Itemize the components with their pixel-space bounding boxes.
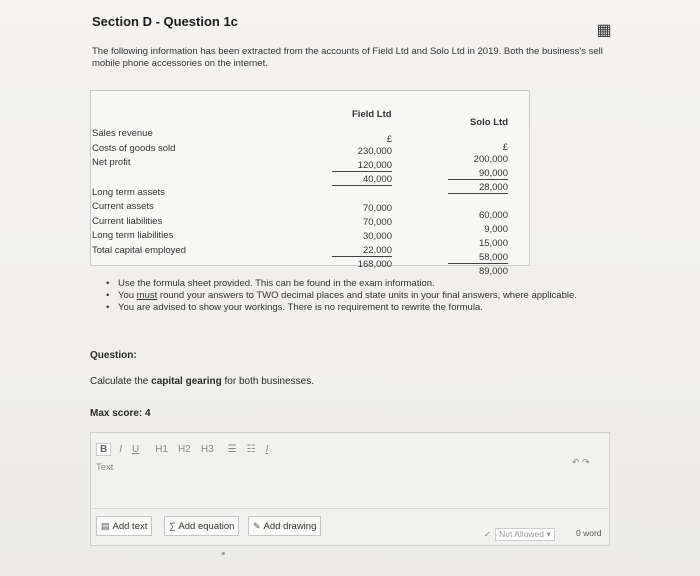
solo-currency: £ xyxy=(502,142,508,153)
answer-placeholder: Text xyxy=(96,462,114,473)
solo-value: 200,000 xyxy=(473,154,508,165)
calculator-icon[interactable]: ▦ xyxy=(596,22,612,39)
spellcheck-icon: ✓ xyxy=(484,529,492,539)
add-drawing-button[interactable] xyxy=(248,516,321,536)
field-value: 230,000 xyxy=(357,146,392,157)
field-value: 22,000 xyxy=(332,245,392,257)
field-value: 30,000 xyxy=(362,231,392,242)
row-label: Costs of goods sold xyxy=(92,143,176,154)
field-value: 70,000 xyxy=(362,217,392,228)
field-value: 70,000 xyxy=(362,203,392,214)
solo-value: 60,000 xyxy=(478,210,508,221)
text-icon: ▤ xyxy=(101,520,110,531)
editor-toolbar xyxy=(96,440,270,458)
row-label: Sales revenue xyxy=(92,128,153,139)
clear-format-button[interactable]: I xyxy=(265,443,269,455)
undo-redo-icons[interactable]: ↶ ↷ xyxy=(572,457,590,467)
question-text xyxy=(90,376,314,387)
col-field-header: Field Ltd xyxy=(352,109,392,120)
italic-button[interactable]: I xyxy=(119,443,123,455)
question-text-part: for both businesses. xyxy=(221,376,315,387)
underline-button[interactable]: U xyxy=(132,443,140,455)
instructions-list xyxy=(106,278,606,314)
equation-icon: ∑ xyxy=(169,521,176,531)
h2-button[interactable]: H2 xyxy=(178,443,191,455)
instruction-item: • Use the formula sheet provided. This can be found in the exam information. xyxy=(106,278,606,290)
add-drawing-label: Add drawing xyxy=(263,520,317,532)
not-allowed-select[interactable]: Not Allowed ▾ xyxy=(495,528,555,541)
add-equation-label: Add equation xyxy=(178,520,235,532)
intro-text: The following information has been extracted from the accounts of Field Ltd and Solo Ltd in 2019. Both the business's sell mobile phone accessories on the internet. xyxy=(92,46,603,69)
section-title: Section D - Question 1c xyxy=(92,14,238,29)
question-text-part: Calculate the xyxy=(90,376,152,387)
add-equation-button[interactable] xyxy=(164,516,239,536)
ordered-list-icon[interactable]: ☰ xyxy=(227,443,237,455)
spellcheck-status[interactable] xyxy=(484,528,555,541)
field-currency: £ xyxy=(386,134,392,145)
bullet-list-icon[interactable]: ☷ xyxy=(246,443,256,455)
add-text-button[interactable] xyxy=(96,516,152,536)
not-allowed-label: Not Allowed xyxy=(499,529,545,539)
instruction-emphasis: must xyxy=(136,290,158,301)
solo-value: 58,000 xyxy=(448,252,508,264)
row-label: Current liabilities xyxy=(92,216,163,227)
field-value: 40,000 xyxy=(332,174,392,186)
row-label: Long term assets xyxy=(92,187,165,198)
solo-value: 28,000 xyxy=(448,182,508,194)
col-solo-header: Solo Ltd xyxy=(470,117,508,128)
solo-value: 15,000 xyxy=(478,238,508,249)
field-value: 120,000 xyxy=(332,160,392,172)
bold-button[interactable]: B xyxy=(96,443,111,456)
h1-button[interactable]: H1 xyxy=(155,443,169,455)
add-text-label: Add text xyxy=(112,520,148,532)
cursor-dot xyxy=(222,552,225,555)
h3-button[interactable]: H3 xyxy=(200,443,214,455)
field-value: 168,000 xyxy=(357,259,392,270)
row-label: Long term liabilities xyxy=(92,230,174,241)
solo-value: 89,000 xyxy=(478,266,508,277)
drawing-icon: ✎ xyxy=(253,520,261,531)
max-score: Max score: 4 xyxy=(90,408,151,419)
instruction-item xyxy=(106,290,606,302)
row-label: Total capital employed xyxy=(92,245,186,256)
instruction-text: You xyxy=(118,290,137,301)
editor-divider xyxy=(90,508,608,509)
instruction-item: • You are advised to show your workings. There is no requirement to rewrite the formula. xyxy=(106,302,606,314)
instruction-text: round your answers to TWO decimal places and state units in your final answers, where applicable. xyxy=(157,290,577,301)
row-label: Net profit xyxy=(92,157,131,168)
row-label: Current assets xyxy=(92,201,154,212)
question-keyword: capital gearing xyxy=(151,376,222,387)
word-count: 0 word xyxy=(576,528,602,538)
solo-value: 9,000 xyxy=(484,224,508,235)
question-label: Question: xyxy=(90,350,137,361)
solo-value: 90,000 xyxy=(448,168,508,180)
